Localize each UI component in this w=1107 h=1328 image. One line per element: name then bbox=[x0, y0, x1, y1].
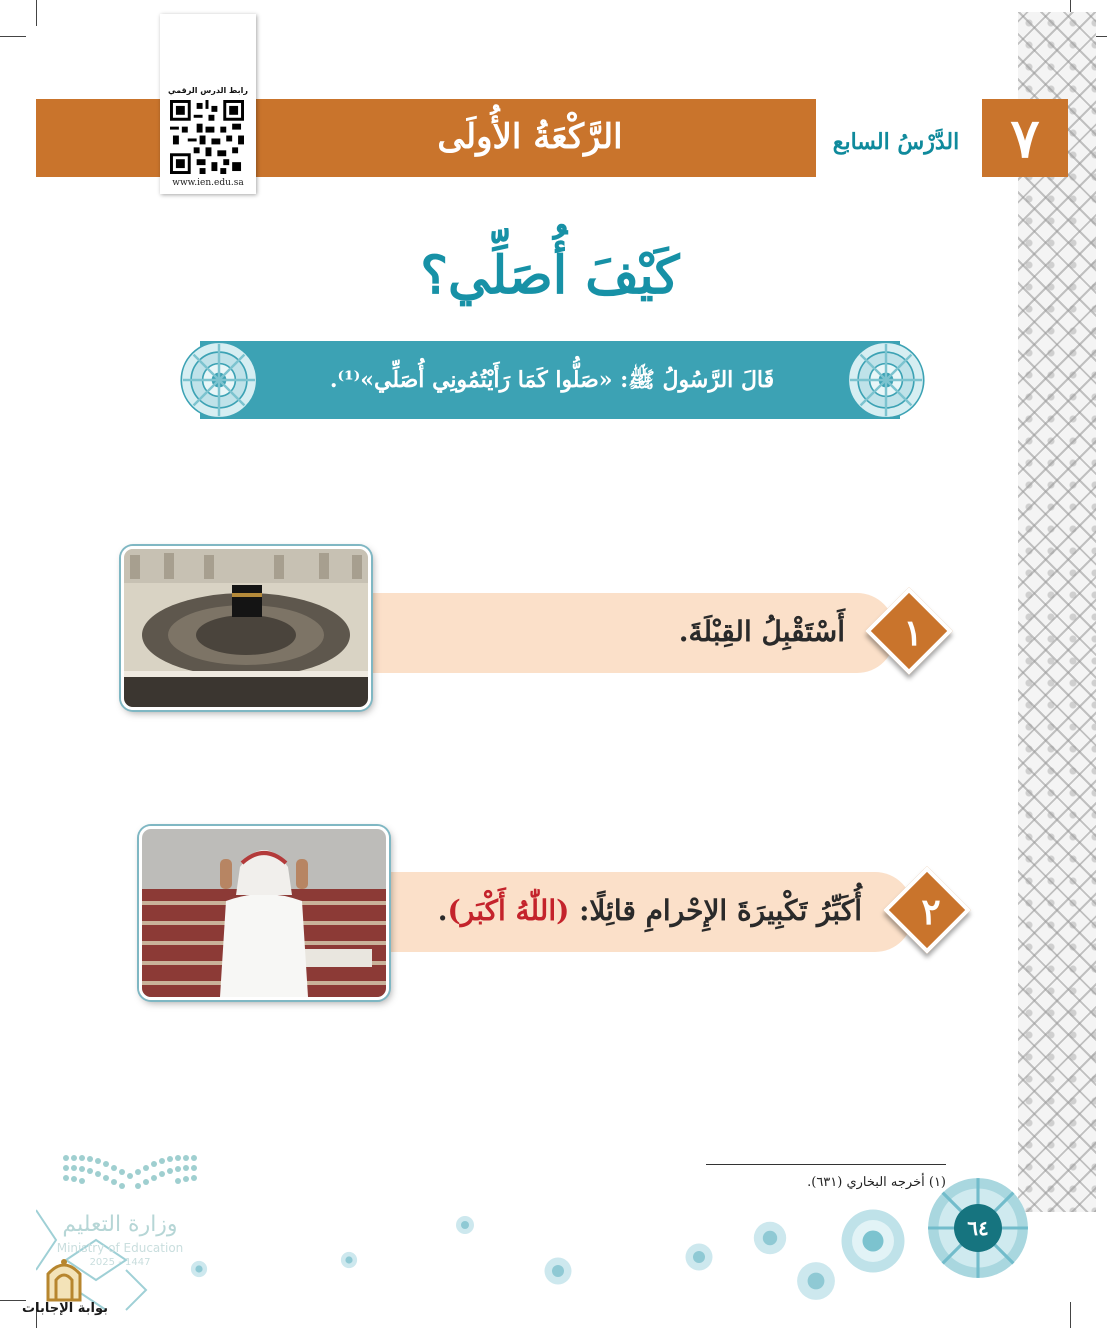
page-number: ٦٤ bbox=[967, 1216, 989, 1240]
main-title: كَيْفَ أُصَلِّي؟ bbox=[420, 245, 680, 306]
rosette-ornament-icon bbox=[795, 1260, 837, 1302]
step-number: ١ bbox=[903, 612, 923, 654]
rosette-ornament-icon bbox=[543, 1256, 573, 1286]
kaaba-photo bbox=[121, 546, 371, 710]
takbir-photo bbox=[139, 826, 389, 1000]
rosette-ornament-icon bbox=[455, 1215, 475, 1235]
qr-url[interactable]: www.ien.edu.sa bbox=[172, 178, 244, 188]
rosette-ornament-icon bbox=[845, 339, 927, 421]
crop-mark bbox=[0, 36, 26, 37]
rosette-ornament-icon bbox=[178, 339, 260, 421]
qr-caption: رابط الدرس الرقمي bbox=[168, 86, 248, 95]
ministry-name-english: Ministry of Education bbox=[56, 1241, 184, 1255]
footnote: (١) أخرجه البخاري (٦٣١). bbox=[807, 1175, 946, 1190]
lesson-label: الدَّرْسُ السابع bbox=[832, 129, 960, 155]
crop-mark bbox=[36, 0, 37, 26]
footnote-rule bbox=[706, 1164, 946, 1165]
step-text bbox=[400, 886, 862, 936]
decorative-pattern-strip bbox=[1018, 12, 1096, 1212]
hadith-text: قَالَ الرَّسُولُ ﷺ: «صَلُّوا كَمَا رَأَيْتُمُونِي أُصَلِّي»⁽¹⁾. bbox=[329, 367, 775, 393]
watermark-text: بوابة الإجابات bbox=[22, 1301, 108, 1316]
step-text-end: . bbox=[437, 894, 448, 927]
step-text-main: أُكَبِّرُ تَكْبِيرَةَ الإِحْرامِ قائِلًا: bbox=[569, 894, 862, 927]
rosette-ornament-icon bbox=[684, 1242, 714, 1272]
ministry-logo-dots bbox=[62, 1154, 198, 1194]
rosette-ornament-icon bbox=[340, 1251, 358, 1269]
mosque-arch-icon bbox=[44, 1256, 84, 1302]
rosette-ornament-icon bbox=[752, 1220, 788, 1256]
lesson-title: الرَّكْعَةُ الأُولَى bbox=[437, 117, 623, 157]
step-text: أَسْتَقْبِلُ القِبْلَةَ. bbox=[678, 615, 845, 648]
step-number: ٢ bbox=[921, 891, 941, 933]
ministry-year: 2025 - 1447 bbox=[89, 1257, 151, 1268]
crop-mark bbox=[1070, 1302, 1071, 1328]
qr-code-icon[interactable] bbox=[170, 100, 244, 174]
ministry-name-arabic: وزارة التعليم bbox=[62, 1212, 178, 1237]
takbir-phrase: (اللّٰهُ أَكْبَر) bbox=[447, 894, 570, 927]
rosette-ornament-icon bbox=[838, 1206, 908, 1276]
lesson-number: ٧ bbox=[1010, 106, 1040, 170]
